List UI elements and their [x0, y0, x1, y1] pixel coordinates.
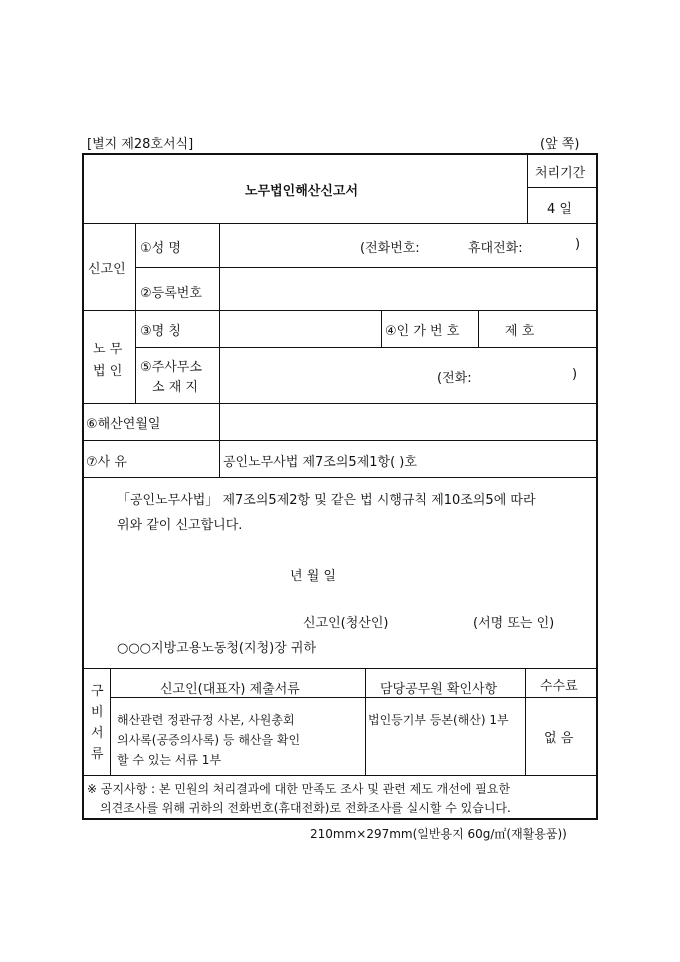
registration-number-label: ②등록번호: [140, 286, 202, 301]
applicant-documents-line-1: 해산관련 정관규정 사본, 사원총회: [117, 713, 295, 727]
page-title: 노무법인해산신고서: [245, 184, 359, 199]
reporter-section-label: 신고인: [88, 262, 126, 277]
license-number-value: 제 호: [505, 324, 535, 339]
processing-period-value: 4 일: [547, 202, 572, 217]
documents-side-char-3: 서: [91, 726, 104, 741]
signature-label: (서명 또는 인): [473, 616, 555, 631]
name-label: ①성 명: [140, 241, 181, 256]
address-label-1: ⑤주사무소: [140, 360, 202, 375]
official-check-header: 담당공무원 확인사항: [380, 682, 498, 697]
phone-close-paren: ): [575, 237, 581, 252]
firm-section-label-1: 노 무: [93, 342, 123, 357]
form-number-label: [별지 제28호서식]: [87, 137, 194, 152]
dissolution-date-label: ⑥해산연월일: [86, 417, 161, 432]
paper-spec: 210mm×297mm(일반용지 60g/㎡(재활용품)): [310, 827, 567, 841]
processing-period-label: 처리기간: [535, 166, 586, 181]
declaration-date: 년 월 일: [290, 569, 336, 584]
official-check-value: 법인등기부 등본(해산) 1부: [368, 713, 509, 727]
front-page-label: (앞 쪽): [540, 137, 580, 152]
firm-section-label-2: 법 인: [93, 364, 123, 379]
address-phone-close-paren: ): [572, 367, 578, 382]
notice-line-1: ※ 공지사항 : 본 민원의 처리결과에 대한 만족도 조사 및 관련 제도 개선에 필요한: [87, 782, 511, 796]
documents-side-char-1: 구: [91, 684, 104, 699]
reason-value: 공인노무사법 제7조의5제1항( )호: [223, 455, 417, 470]
reason-label: ⑦사 유: [86, 455, 127, 470]
addressee: ○○○지방고용노동청(지청)장 귀하: [117, 641, 317, 656]
address-label-2: 소 재 지: [152, 380, 198, 395]
applicant-documents-line-2: 의사록(공증의사록) 등 해산을 확인: [117, 733, 301, 747]
applicant-documents-line-3: 할 수 있는 서류 1부: [117, 753, 222, 767]
signer-label: 신고인(청산인): [303, 616, 389, 631]
fee-header: 수수료: [540, 679, 578, 694]
fee-value: 없 음: [544, 731, 574, 746]
documents-side-char-2: 비: [91, 705, 104, 720]
mobile-label: 휴대전화:: [468, 241, 523, 256]
applicant-documents-header: 신고인(대표자) 제출서류: [160, 682, 300, 697]
license-number-label: ④인 가 번 호: [385, 324, 460, 339]
documents-side-char-4: 류: [91, 747, 104, 762]
phone-label: (전화번호:: [360, 241, 420, 256]
address-phone-label: (전화:: [437, 371, 472, 386]
declaration-line-1: 「공인노무사법」 제7조의5제2항 및 같은 법 시행규칙 제10조의5에 따라: [117, 493, 536, 508]
declaration-line-2: 위와 같이 신고합니다.: [117, 518, 243, 533]
firm-name-label: ③명 칭: [140, 324, 181, 339]
notice-line-2: 의견조사를 위해 귀하의 전화번호(휴대전화)로 전화조사를 실시할 수 있습니다.: [100, 801, 511, 815]
